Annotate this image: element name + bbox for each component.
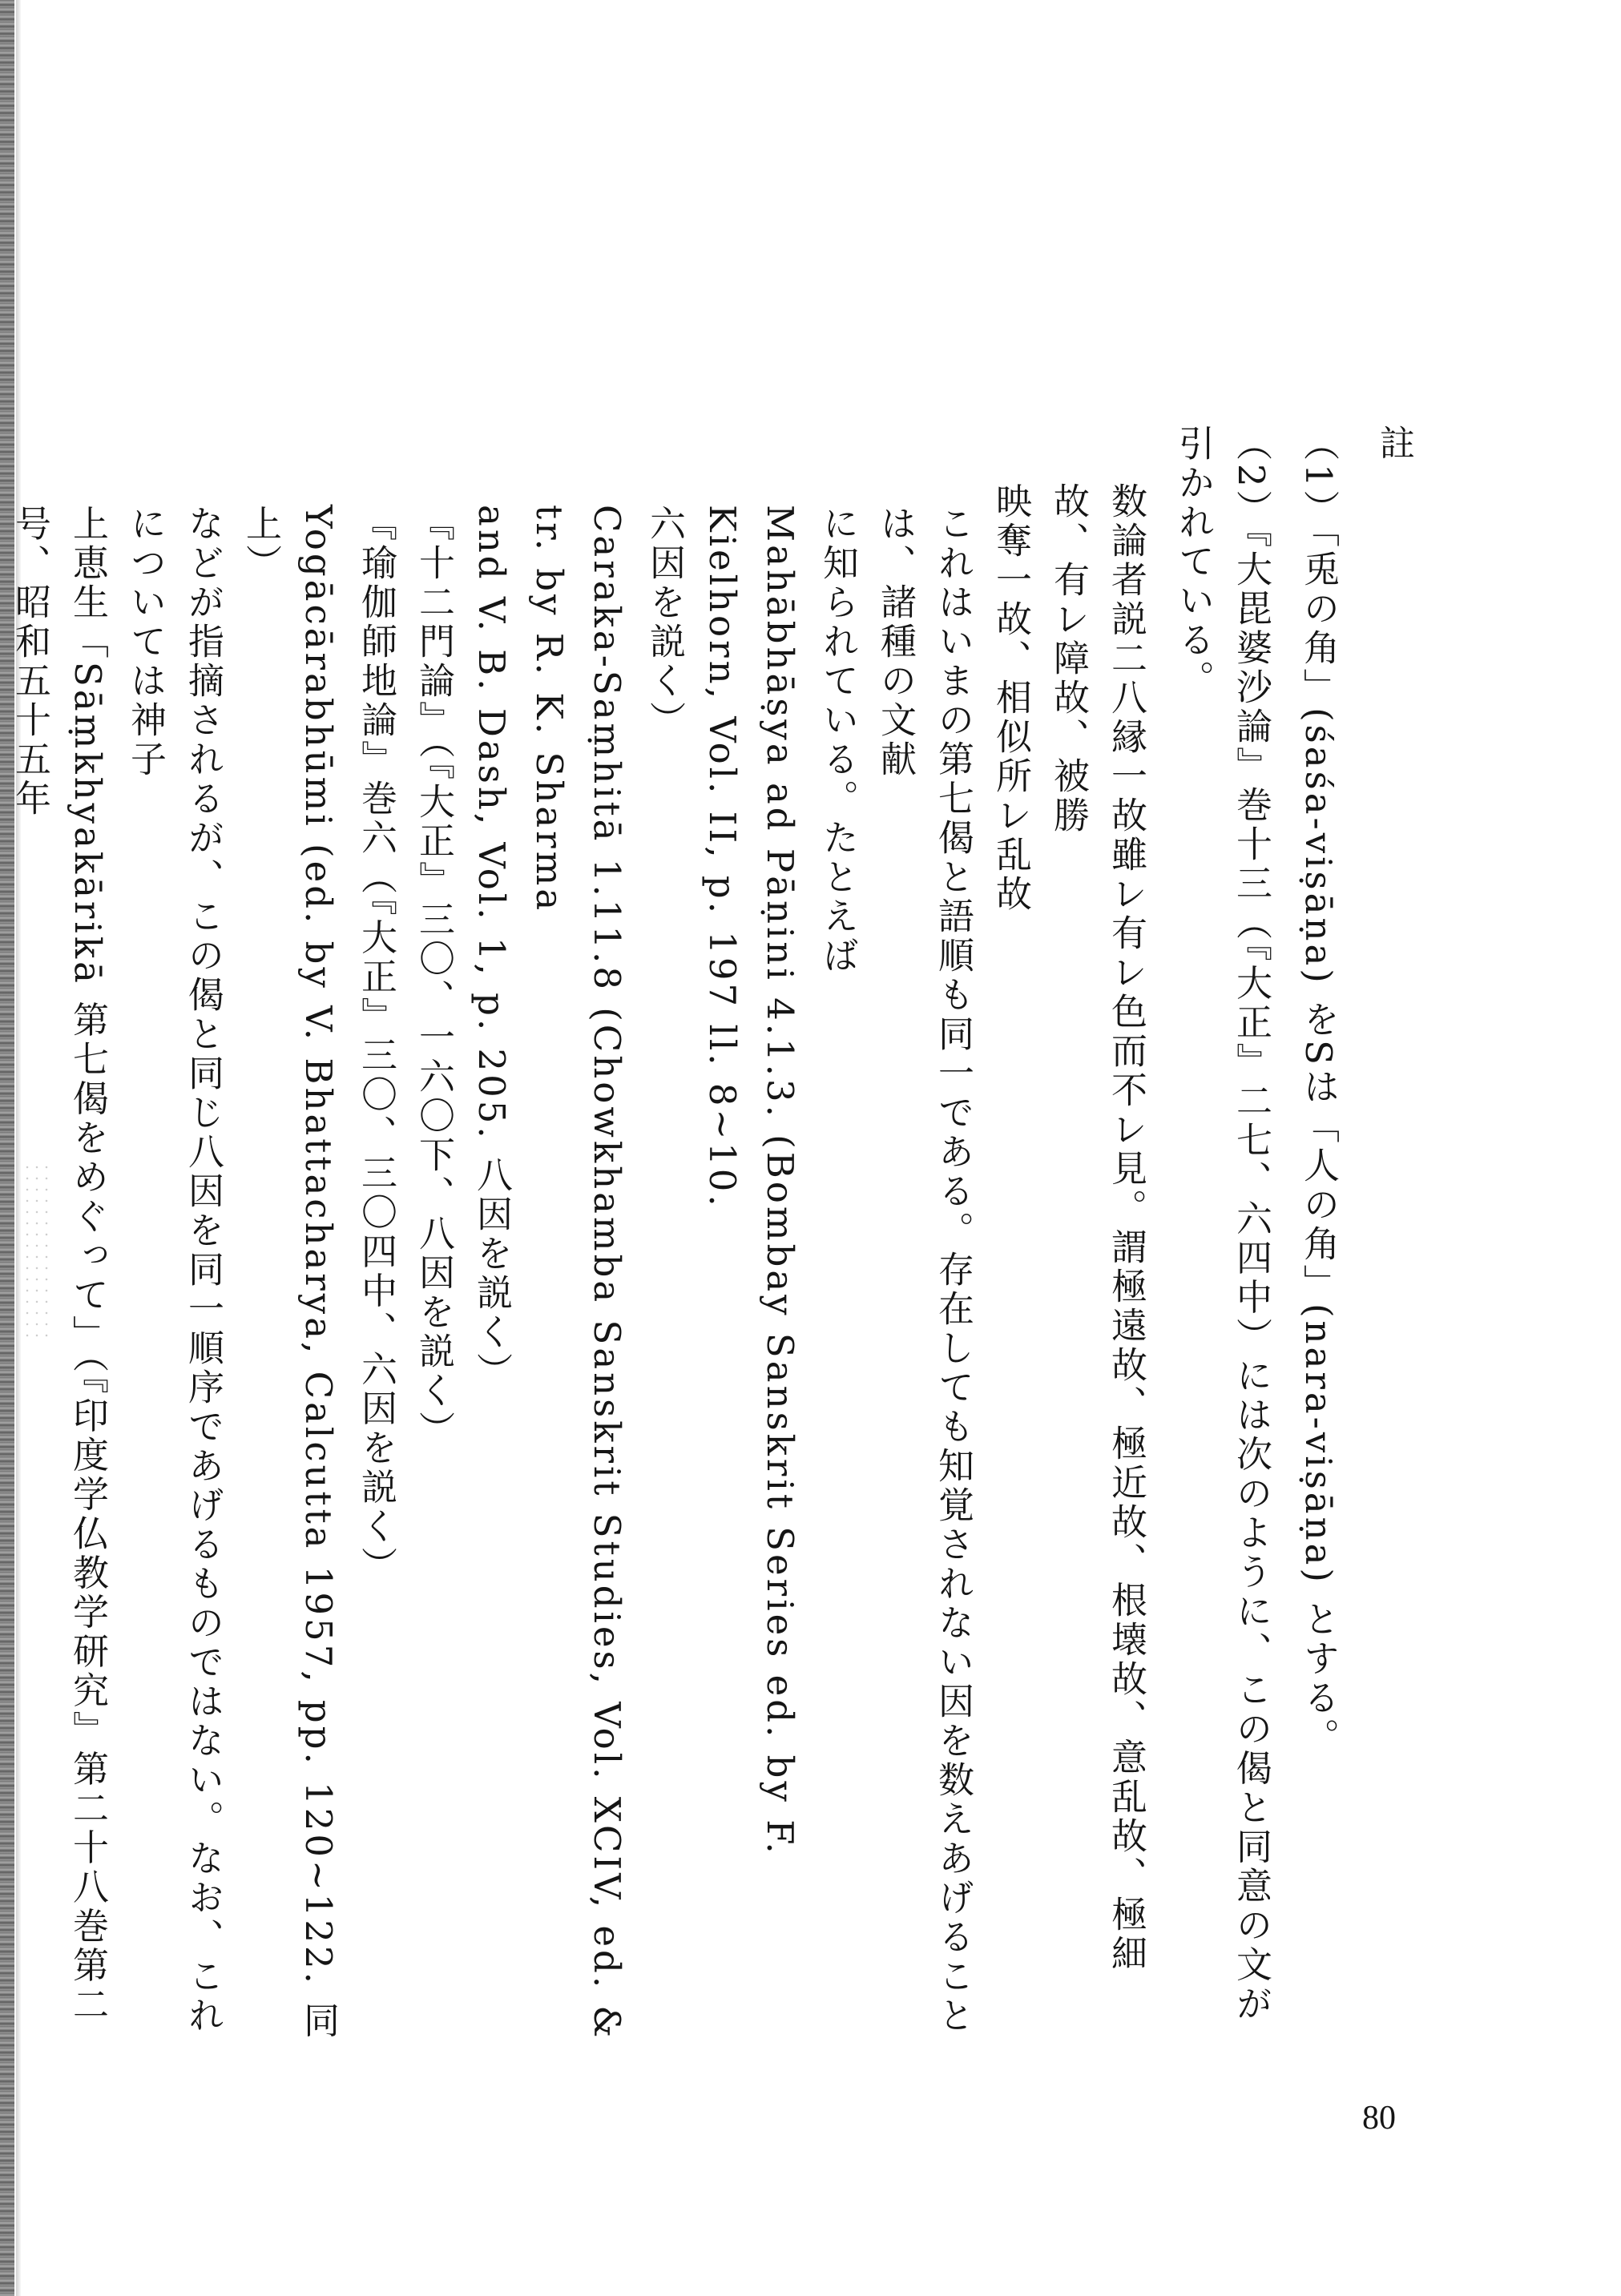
page-number: 80 [1362,2100,1396,2137]
note-2-body-line-1: これはいまの第七偈と語順も同一である。存在しても知覚されない因を数えあげることは、諸種の文献 [874,505,974,2036]
note-2-quote-line-2: 映奪一故、相似所レ乱故 [990,482,1032,914]
note-2-body-line-5 [0,425,1,2043]
note-2-body-line-3: などが指摘されるが、この偈と同じ八因を同一順序であげるものではない。なお、これについては神子 [124,505,224,2036]
note-1-line: （1）「兎の角」(śaśa-viṣāṇa) をSは「人の角」(nara-viṣāṇa) とする。 [1297,425,1340,1758]
notes-heading: 註 [1373,425,1414,463]
note-2-citation-line-3: Caraka-Saṃhitā 1.11.8 (Chowkhamba Sanskrit Studies, Vol. XCIV, ed. & tr. by R. K. Sharma [528,505,628,2041]
note-2-citation-line-1: Mahābhāṣya ad Pāṇini 4.1.3. (Bombay Sanskrit Series ed. by F. Kielhorn, Vol. II, p. 197 ll. 8~10. [701,505,801,1857]
note-2-citation-line-6: 『瑜伽師地論』巻六（『大正』三〇、三〇四中、六因を説く） [355,505,397,1586]
notes-text-block [9,425,1422,2043]
note-2-citation-line-2: 六因を説く） [643,505,686,740]
note-2-line: （2）『大毘婆沙論』巻十三（『大正』二七、六四中）には次のように、この偈と同意の文が引かれている。 [1172,425,1272,2024]
note-2-citation-line-7: Yogācārabhūmi (ed. by V. Bhattacharya, Calcutta 1957, pp. 120~122. 同上） [240,505,340,2041]
note-2-citation-line-5: 『十二門論』（『大正』三〇、一六〇下、八因を説く） [413,505,455,1450]
note-2-body-line-4: 上恵生「Sāṃkhyakārikā 第七偈をめぐって」（『印度学仏教学研究』第二十八巻第二号、昭和五十五年 [9,505,109,2025]
note-2-quote-line-1: 数論者説二八縁一故雖レ有レ色而不レ見。謂極遠故、極近故、根壊故、意乱故、極細故、有レ障故、被勝 [1047,482,1147,1974]
note-2-citation-line-4: and V. B. Dash, Vol. 1, p. 205. 八因を説く） [470,505,513,1392]
note-2-body-line-2: に知られている。たとえば [817,505,859,976]
